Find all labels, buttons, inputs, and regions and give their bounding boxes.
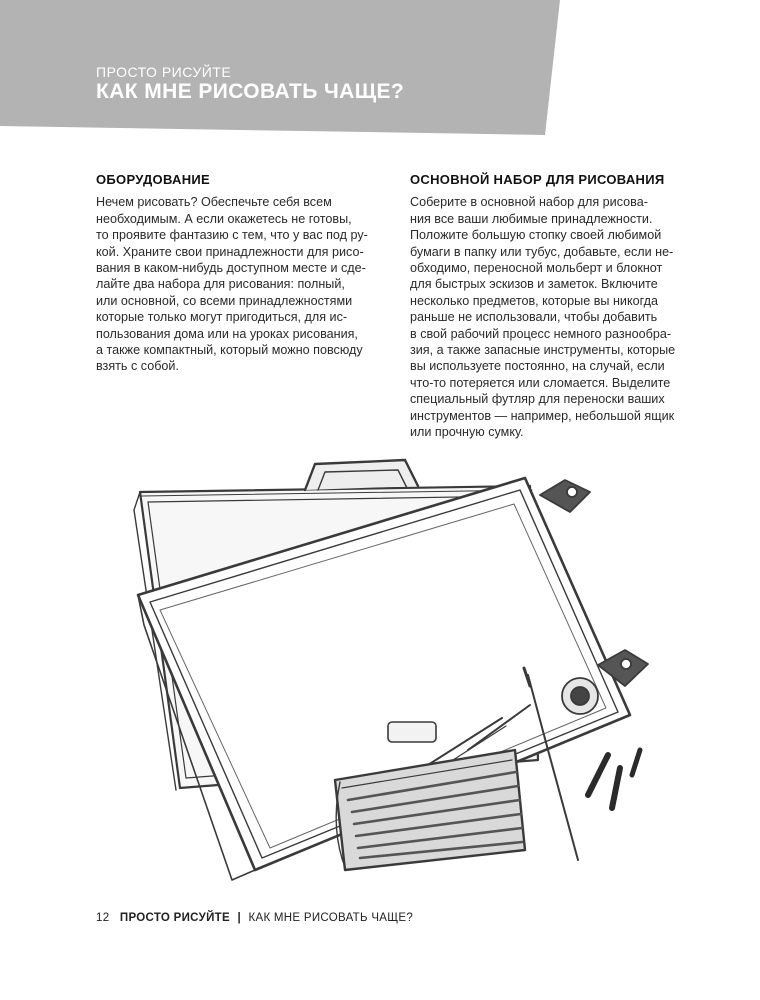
equipment-paragraph [96,194,366,374]
text-line: вы используете постоянно, на случай, если [410,359,665,374]
page-number: 12 [96,912,110,924]
text-line: то проявите фантазию с тем, что у вас под ру- [96,228,368,243]
text-line: обходимо, переносной мольберт и блокнот [410,261,663,276]
text-line: взять с собой. [96,359,179,374]
header-kicker: ПРОСТО РИСУЙТЕ [96,64,232,80]
text-line: в свой рабочий процесс немного разнообра- [410,326,672,341]
text-line: или прочную сумку. [410,425,524,440]
text-line: кой. Храните свои принадлежности для рисо- [96,244,364,259]
art-supplies-sketch [120,450,660,890]
text-line: ния все ваши любимые принадлежности. [410,211,653,226]
text-line: Положите большую стопку своей любимой [410,228,662,243]
equipment-heading: ОБОРУДОВАНИЕ [96,172,210,187]
text-line: а также компактный, который можно повсюду [96,343,363,358]
text-line: или основной, со всеми принадлежностями [96,293,353,308]
text-line: вания в каком-нибудь доступном месте и сде- [96,261,366,276]
ink-jar [562,678,598,714]
text-line: раньше не использовали, чтобы добавить [410,310,658,325]
basic-kit-paragraph [410,194,680,440]
footer-separator: | [237,912,241,924]
text-line: пользования дома или на уроках рисования, [96,326,358,341]
text-line: несколько предметов, которые вы никогда [410,293,658,308]
board-clip-top [540,480,590,512]
page-footer [96,912,413,924]
text-line: что-то потеряется или сломается. Выделите [410,375,671,390]
text-line: для быстрых эскизов и заметок. Включите [410,277,658,292]
page-title: КАК МНЕ РИСОВАТЬ ЧАЩЕ? [96,80,405,103]
text-line: специальный футляр для переноски ваших [410,392,665,407]
basic-kit-section [410,172,680,441]
equipment-section [96,172,366,375]
footer-book-title: ПРОСТО РИСУЙТЕ [119,912,230,924]
text-line: необходимым. А если окажетесь не готовы, [96,211,352,226]
text-line: Нечем рисовать? Обеспечьте себя всем [96,195,332,210]
text-line: зия, а также запасные инструменты, которые [410,343,676,358]
eraser [388,722,436,742]
text-line: инструментов — например, небольшой ящик [410,408,675,423]
portfolio-handle [305,460,418,490]
text-line: лайте два набора для рисования: полный, [96,277,345,292]
footer-chapter: КАК МНЕ РИСОВАТЬ ЧАЩЕ? [248,912,414,924]
text-line: бумаги в папку или тубус, добавьте, если не- [410,244,674,259]
header-banner [0,0,760,140]
text-line: которые только могут пригодиться, для ис- [96,310,348,325]
charcoal-sticks [588,750,640,808]
text-line: Соберите в основной набор для рисова- [410,195,648,210]
basic-kit-heading: ОСНОВНОЙ НАБОР ДЛЯ РИСОВАНИЯ [410,172,665,187]
